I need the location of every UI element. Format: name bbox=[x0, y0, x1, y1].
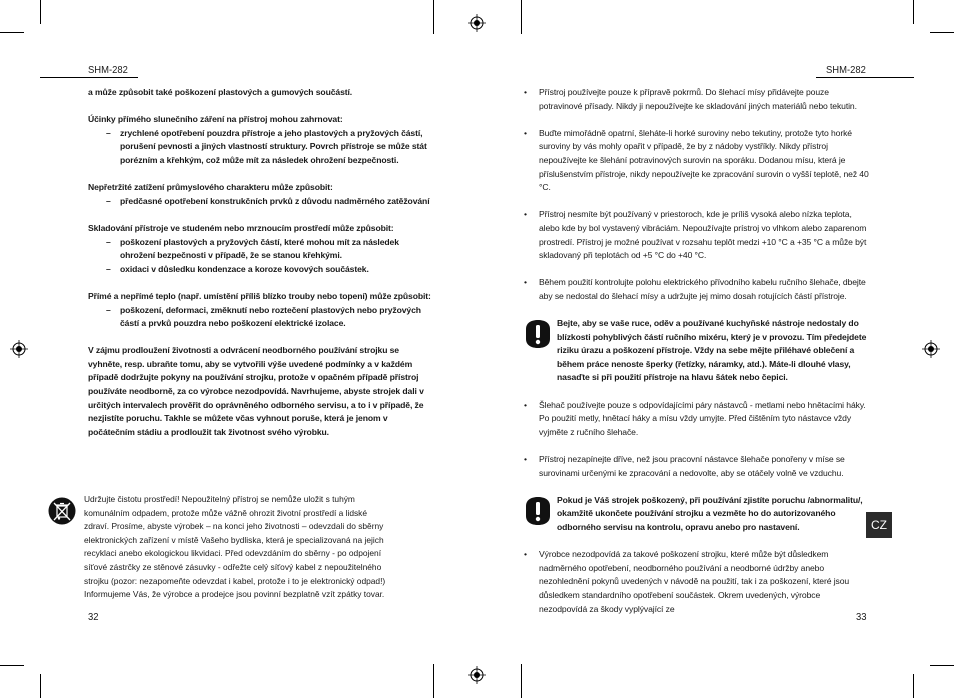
left-header-rule bbox=[40, 77, 138, 78]
crop-mark bbox=[40, 674, 41, 698]
bullet-text: Přístroj nezapínejte dříve, než jsou pracovní nástavce šlehače ponořeny v míse se surovinami určenými ke zpracování a nedovolte, aby se otáčely volně ve vzduchu. bbox=[539, 454, 845, 478]
left-page-number: 32 bbox=[88, 611, 99, 623]
bullet-marker: • bbox=[524, 399, 527, 410]
bullet-item bbox=[521, 276, 869, 303]
exclamation-warning-icon bbox=[521, 494, 557, 535]
right-header-rule bbox=[816, 77, 914, 78]
crop-mark bbox=[521, 0, 522, 34]
dash-list-item bbox=[88, 304, 434, 331]
registration-mark-icon bbox=[468, 14, 486, 32]
paragraph-gap bbox=[88, 168, 434, 182]
exclamation-warning-icon bbox=[521, 317, 557, 385]
bullet-item bbox=[521, 453, 869, 480]
bullet-item bbox=[521, 399, 869, 440]
bullet-text: Buďte mimořádně opatrní, šleháte-li horké suroviny nebo tekutiny, protože tyto horké suroviny by vás mohly opařit v případě, že by z nádoby vystříkly. Nikdy přístroj nepoužívejte ke šlehání potravinových surovin na sporáku. Dodanou mísu, která je příslušenstvím přístroje, nikdy nepoužívejte ke zpracování surovin o vyšší teplotě, než 40 °C. bbox=[539, 127, 869, 193]
bullet-text: Během použití kontrolujte polohu elektrického přívodního kabelu ručního šlehače, dbejte aby se nedostal do šlehací mísy a udržujte jej mimo dosah rotujících částí přístroje. bbox=[539, 277, 866, 301]
dash-marker: – bbox=[106, 195, 111, 206]
warning-text: Bejte, aby se vaše ruce, oděv a používané kuchyňské nástroje nedostaly do blízkosti pohyblivých částí ručního mixéru, který je v provozu. Tím předejdete riziku úrazu a poškození přístroje. Vždy na sebe mějte přiléhavé oblečení a během práce nenoste šperky (řetízky, náramky, atd.). Máte-li dlouhé vlasy, nasaďte si při použití přístroje na hlavu šátek nebo čepici. bbox=[557, 318, 867, 383]
dash-list-item bbox=[88, 263, 434, 277]
right-page-body bbox=[521, 86, 869, 630]
bullet-marker: • bbox=[524, 277, 527, 288]
bullet-text: Šlehač používejte pouze s odpovídajícími páry nástavců - metlami nebo hnětacími háky. Po použití metly, hnětací háky a mísu vždy umyjte. Před čištěním tyto nástavce vždy vyjměte z ručního šlehače. bbox=[539, 399, 866, 437]
crop-mark bbox=[521, 664, 522, 698]
crop-mark bbox=[433, 664, 434, 698]
dash-list-text: poškození, deformaci, změknutí nebo roztečení plastových nebo pryžových částí a prvků pouzdra nebo poškození elektrické izolace. bbox=[120, 304, 421, 329]
eco-notice bbox=[48, 493, 388, 602]
dash-list-text: poškození plastových a pryžových částí, které mohou mít za následek ohrožení bezpečnosti v případě, že se stanou křehkými. bbox=[120, 236, 399, 261]
section-heading: Skladování přístroje ve studeném nebo mrznoucím prostředí může způsobit: bbox=[88, 222, 394, 233]
paragraph-gap bbox=[88, 331, 434, 345]
bullet-marker: • bbox=[524, 209, 527, 220]
left-page-header: SHM-282 bbox=[88, 64, 128, 76]
warning-notice bbox=[521, 317, 869, 385]
bullet-marker: • bbox=[524, 454, 527, 465]
paragraph-gap bbox=[88, 100, 434, 114]
bullet-item bbox=[521, 86, 869, 113]
bullet-item bbox=[521, 208, 869, 262]
crop-mark bbox=[913, 0, 914, 24]
dash-marker: – bbox=[106, 236, 111, 247]
crop-mark bbox=[0, 32, 24, 33]
dash-list-item bbox=[88, 195, 434, 209]
section-heading: V zájmu prodloužení životnosti a odvrácení neodborného používání strojku se vyhněte, resp. ubraňte tomu, aby se vytvořili výše uvedené podmínky a v každém případě dodržujte pokyny na používání strojku, protože v opačném případě přístroj používáte neodborně, za co výrobce nezodpovídá. Navrhujeme, abyste strojek dali v určitých intervalech prověřit do oprávněného odborného servisu, a to i v případě, že nezjistíte poruchu. Takhle se můžete včas vyhnout poruše, která je jenom v počátečním stádiu a prodloužit tak životnost svého výrobku. bbox=[88, 345, 424, 437]
registration-mark-icon bbox=[468, 666, 486, 684]
paragraph-gap bbox=[88, 276, 434, 290]
section-heading: Nepřetržité zatížení průmyslového charakteru může způsobit: bbox=[88, 182, 333, 193]
right-page-header: SHM-282 bbox=[826, 64, 866, 76]
paragraph-gap bbox=[88, 208, 434, 222]
right-page-number: 33 bbox=[856, 611, 867, 623]
warning-notice bbox=[521, 494, 869, 535]
dash-marker: – bbox=[106, 304, 111, 315]
section-heading: a může způsobit také poškození plastových a gumových součástí. bbox=[88, 87, 353, 97]
crossed-out-wheelie-bin-icon bbox=[48, 493, 84, 602]
crop-mark bbox=[40, 0, 41, 24]
bullet-item bbox=[521, 127, 869, 195]
warning-text: Pokud je Váš strojek poškozený, při používání zjistíte poruchu /abnormalitu/, okamžitě ukončete používání strojku a vezměte ho do autorizovaného odborného servisu na kontrolu, opravu anebo pro nastavení. bbox=[557, 494, 863, 532]
section-heading: Účinky přímého slunečního záření na přístroj mohou zahrnovat: bbox=[88, 114, 343, 125]
registration-mark-icon bbox=[10, 340, 28, 358]
crop-mark bbox=[433, 0, 434, 34]
dash-list-text: zrychlené opotřebení pouzdra přístroje a jeho plastových a pryžových částí, porušení pevnosti a jiných vlastností struktury. Povrch přístroje se může stát porézním a křehkým, což může mít za následek ohrožení bezpečnosti. bbox=[120, 127, 427, 165]
crop-mark bbox=[0, 665, 24, 666]
crop-mark bbox=[930, 32, 954, 33]
eco-notice-text: Udržujte čistotu prostředí! Nepoužitelný přístroj se nemůže uložit s tuhým komunálním odpadem, protože může vážně ohrozit životní prostředí a lidské zdraví. Prosíme, abyste výrobek – na konci jeho životnosti – odevzdali do sběrny elektronických zařízení v místě Vašeho bydliska, která je specializovaná na jejich recyklaci anebo ekologickou likvidaci. Před odevzdáním do sběrny - po odpojení síťové zástrčky ze stěnové zásuvky - odřežte celý síťový kabel z nepoužitelného strojku (pozor: nezapomeňte odevzdat i kabel, protože i to je elektronický odpad!) Informujeme Vás, že výrobce a prodejce jsou povinní bezplatně vzít zpátky tovar. bbox=[84, 494, 386, 600]
dash-marker: – bbox=[106, 127, 111, 138]
dash-list-item bbox=[88, 127, 434, 168]
bullet-item bbox=[521, 548, 869, 616]
registration-mark-icon bbox=[922, 340, 940, 358]
bullet-marker: • bbox=[524, 87, 527, 97]
language-tab: CZ bbox=[866, 512, 892, 538]
left-page-body bbox=[88, 86, 434, 439]
bullet-marker: • bbox=[524, 549, 527, 560]
dash-list-text: oxidaci v důsledku kondenzace a koroze kovových součástek. bbox=[120, 263, 369, 274]
dash-list-text: předčasné opotřebení konstrukčních prvků z důvodu nadměrného zatěžování bbox=[120, 195, 430, 206]
bullet-text: Přístroj nesmíte být používaný v priestoroch, kde je príliš vysoká alebo nízka teplota, alebo kde by bol vystavený vibráciám. Nepoužívajte prístroj vo vlhkom alebo zaparenom prostredí. Přístroj je možné používat v rozsahu teplôt medzi +10 °C a +35 °C a může být skladovaný při teplotách od +5 °C do +40 °C. bbox=[539, 209, 867, 261]
crop-mark bbox=[930, 665, 954, 666]
dash-marker: – bbox=[106, 263, 111, 274]
dash-list-item bbox=[88, 236, 434, 263]
section-heading: Přímé a nepřímé teplo (např. umístění příliš blízko trouby nebo topení) může způsobit: bbox=[88, 290, 431, 301]
crop-mark bbox=[913, 674, 914, 698]
bullet-text: Výrobce nezodpovídá za takové poškození strojku, které může být důsledkem nadměrného opotřebení, neodborného používání a neodborné údržby anebo nezohlednění pokynů uvedených v návodě na použití, tak i za poškození, které jsou důsledkem standardního opotřebení součástek. Okrem uvedených, výrobce nezodpovídá za škody vyplývající ze bbox=[539, 549, 850, 614]
bullet-text: Přístroj používejte pouze k přípravě pokrmů. Do šlehací mísy přidávejte pouze potravinové přísady. Nikdy ji nepoužívejte ke skladování jiných materiálů nebo tekutin. bbox=[539, 87, 857, 111]
bullet-marker: • bbox=[524, 127, 527, 138]
